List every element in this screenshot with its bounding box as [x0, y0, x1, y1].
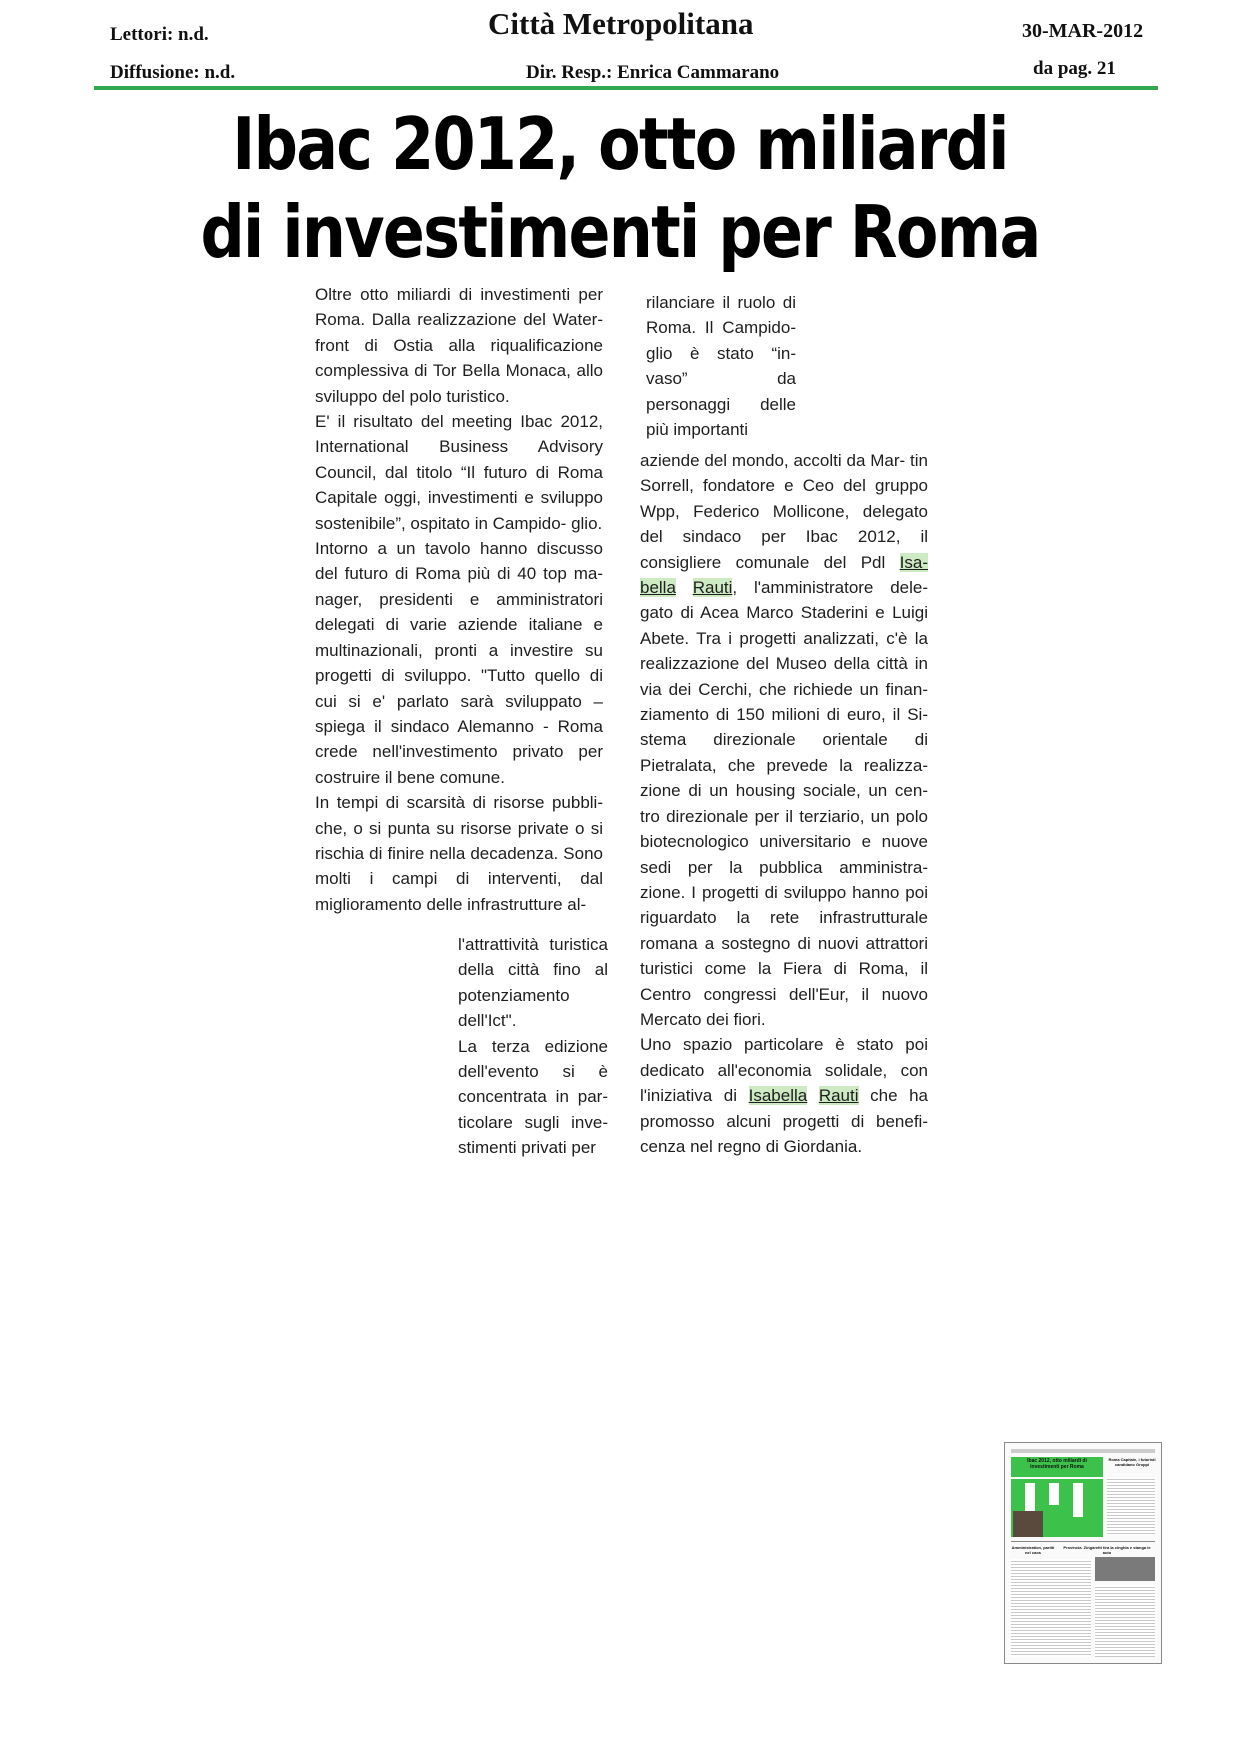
thumb-bottom-left-title: Amministration, partiti nel caos — [1011, 1545, 1055, 1555]
article-column-2-top — [646, 290, 796, 442]
publication-name: Città Metropolitana — [488, 6, 754, 41]
issue-date: 30-MAR-2012 — [1022, 20, 1144, 42]
text-run: , l'amministratore dele- gato di Acea Marco Staderini e Luigi Abete. Tra i progetti analizzati, c'è la realizzazione del Museo della città in via dei Cerchi, che richiede un finan- ziamento di 150 milioni di euro, il Si- stema direzionale orientale di Pietralata, che prevede la realizza- zione di un housing sociale, un cen- tro direzionale per il terziario, un polo biotecnologico universitario e nuove sedi per la pubblica amministra- zione. I progetti di sviluppo hanno poi riguardato la rete infrastrutturale romana a sostegno di nuovi attrattori turistici come la Fiera di Roma, il Centro congressi dell'Eur, il nuovo Mercato dei fiori. — [640, 578, 928, 1029]
thumb-bottom-text — [1011, 1559, 1091, 1657]
header-rule — [94, 86, 1158, 90]
highlighted-name: Isabella — [748, 1086, 808, 1106]
thumb-bottom-photo — [1095, 1557, 1155, 1581]
thumb-white-col — [1049, 1483, 1059, 1505]
article-column-2 — [640, 448, 928, 1159]
paragraph: l'attrattività turistica della città fino al potenziamento dell'Ict". — [458, 935, 608, 1031]
article-headline — [190, 100, 1050, 276]
paragraph: E' il risultato del meeting Ibac 2012, International Business Advisory Council, dal titolo “Il futuro di Roma Capitale oggi, investimenti e sviluppo sostenibile”, ospitato in Campido- glio. — [315, 412, 603, 533]
highlighted-name: Rauti — [692, 578, 733, 598]
thumb-side-title: Roma Capitale, i futuristi candidano Groppi — [1108, 1457, 1156, 1467]
circulation-label: Diffusione: n.d. — [110, 62, 236, 83]
paragraph — [640, 1032, 928, 1159]
paragraph: Oltre otto miliardi di investimenti per Roma. Dalla realizzazione del Water- front di Ostia alla riqualificazione complessiva di Tor Bella Monaca, allo sviluppo del polo turistico. — [315, 285, 603, 406]
text-run: che ha promosso alcuni progetti di benefi- cenza nel regno di Giordania. — [640, 1086, 929, 1156]
article-column-1-continued — [458, 932, 608, 1161]
highlighted-name: Isa- bella — [640, 552, 928, 598]
headline-line-1: Ibac 2012, otto miliardi — [232, 102, 1008, 186]
page-thumbnail — [1004, 1442, 1162, 1664]
headline-line-2: di investimenti per Roma — [200, 190, 1040, 274]
thumb-divider — [1011, 1541, 1155, 1542]
text-run: aziende del mondo, accolti da Mar- tin Sorrell, fondatore e Ceo del gruppo Wpp, Federico Mollicone, delegato del sindaco per Ibac 2012, il consigliere comunale del Pdl — [640, 451, 928, 572]
paragraph: Intorno a un tavolo hanno discusso del futuro di Roma più di 40 top ma- nager, presidenti e amministratori delegati di varie aziende italiane e multinazionali, pronti a investire su progetti di sviluppo. "Tutto quello di cui si e' parlato sarà sviluppato – spiega il sindaco Alemanno - Roma crede nell'investimento privato per costruire il bene comune. — [315, 539, 603, 787]
thumb-top-bar — [1011, 1449, 1155, 1453]
page-reference: da pag. 21 — [1033, 58, 1116, 79]
paragraph: La terza edizione dell'evento si è concentrata in par- ticolare sugli inve- stimenti privati per — [458, 1036, 608, 1158]
paragraph: In tempi di scarsità di risorse pubbli- che, o si punta su risorse private o si rischia di finire nella decadenza. Sono molti i campi di interventi, dal miglioramento delle infrastrutture al- — [315, 793, 603, 914]
thumb-bottom-right-title: Provincia. Zingaretti tira la cinghia e stanga le auto — [1063, 1545, 1151, 1555]
text-run: Uno spazio particolare è stato poi dedicato all'economia solidale, con l'iniziativa di — [640, 1035, 928, 1106]
thumb-bottom-text — [1095, 1585, 1155, 1657]
director-label: Dir. Resp.: Enrica Cammarano — [526, 62, 780, 83]
thumb-white-col — [1025, 1483, 1035, 1513]
readers-label: Lettori: n.d. — [110, 24, 209, 45]
highlighted-name: Rauti — [818, 1086, 859, 1106]
thumb-side-text — [1107, 1477, 1155, 1535]
thumb-white-col — [1073, 1483, 1083, 1517]
paragraph: rilanciare il ruolo di Roma. Il Campido- glio è stato “in- vaso” da personaggi delle più importanti — [646, 293, 796, 440]
thumb-photo — [1013, 1511, 1043, 1537]
thumb-headline: Ibac 2012, otto miliardi di investimenti per Roma — [1027, 1458, 1087, 1470]
article-column-1 — [315, 282, 603, 917]
paragraph — [640, 448, 928, 1032]
